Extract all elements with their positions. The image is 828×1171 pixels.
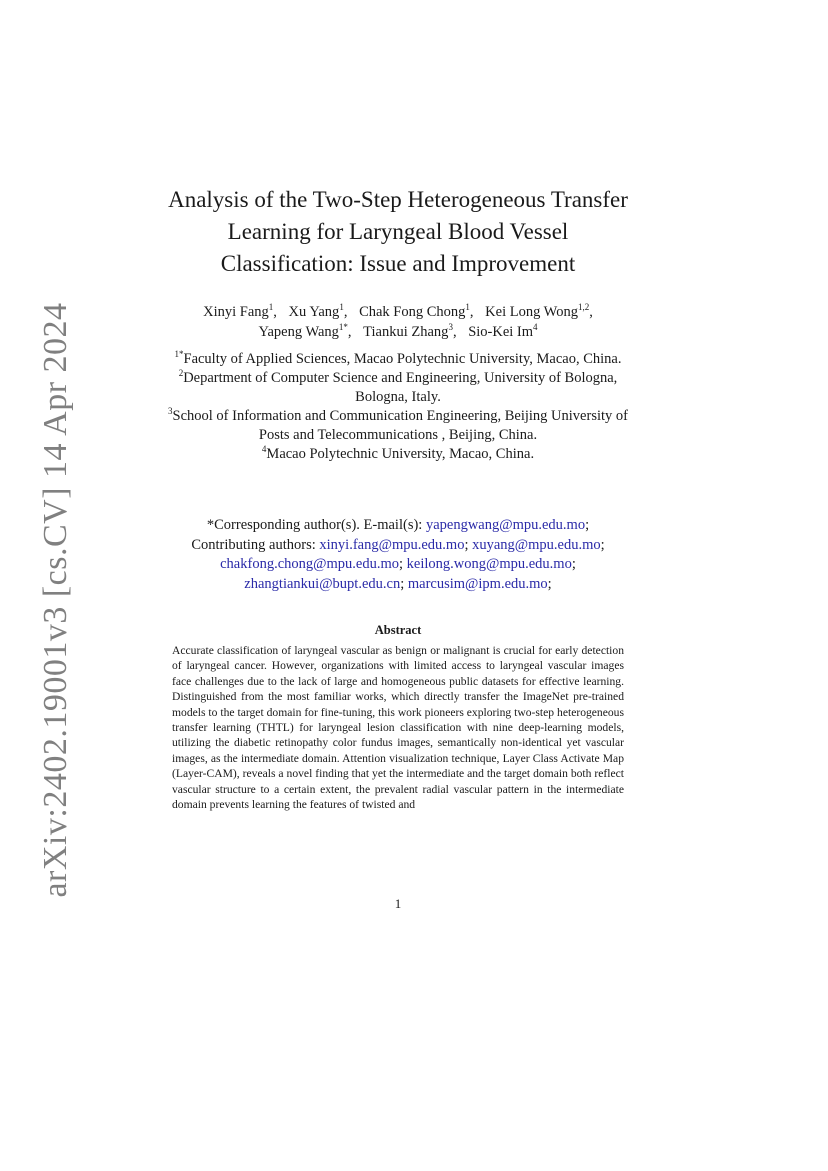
corresponding-label: *Corresponding author(s). E-mail(s): — [206, 517, 423, 533]
affiliation: $^2$Department of Computer Science and Engineering, University of Bologna, Bologna, Italy. — [178, 368, 618, 405]
author: Yapeng Wang$^{1*}$, — [258, 322, 352, 340]
author: Xu Yang$^1$, — [288, 302, 348, 320]
email-link-yapengwang[interactable]: yapengwang@mpu.edu.mo — [425, 517, 586, 533]
author: Chak Fong Chong$^1$, — [359, 302, 474, 320]
author: Kei Long Wong$^{1,2}$, — [485, 302, 593, 320]
email-link-zhangtiankui[interactable]: zhangtiankui@bupt.edu.cn — [244, 575, 401, 592]
author-line — [128, 302, 668, 322]
affiliation: $^{1*}$Faculty of Applied Sciences, Macao Polytechnic University, Macao, China. — [174, 349, 622, 367]
author: Sio-Kei Im$^4$ — [468, 322, 538, 340]
title-line: Classification: Issue and Improvement — [220, 251, 576, 276]
author-list — [128, 302, 668, 342]
email-link-chakfong-chong[interactable]: chakfong.chong@mpu.edu.mo — [220, 556, 399, 572]
email-link-keilong-wong[interactable]: keilong.wong@mpu.edu.mo — [406, 556, 572, 572]
correspondence-block — [148, 516, 648, 594]
affiliation: $^3$School of Information and Communication Engineering, Beijing University of Posts and Telecommunications , Beijing, China. — [168, 406, 628, 443]
email-link-xuyang[interactable]: xuyang@mpu.edu.mo — [472, 536, 601, 553]
paper-title — [128, 184, 668, 280]
arxiv-sidebar-stamp: arXiv:2402.19001v3 [cs.CV] 14 Apr 2024 — [37, 302, 74, 898]
contributing-authors-line: zhangtiankui@bupt.edu.cn; marcusim@ipm.edu.mo; — [244, 575, 552, 592]
title-line: Learning for Laryngeal Blood Vessel — [227, 219, 569, 244]
affiliations — [160, 350, 636, 464]
corresponding-author-line: *Corresponding author(s). E-mail(s): yapengwang@mpu.edu.mo; — [206, 517, 590, 533]
abstract-heading: Abstract — [374, 623, 422, 637]
email-link-marcusim[interactable]: marcusim@ipm.edu.mo — [407, 575, 548, 592]
author: Tiankui Zhang$^3$, — [363, 322, 457, 340]
contributing-authors-line: chakfong.chong@mpu.edu.mo; keilong.wong@mpu.edu.mo; — [220, 556, 576, 572]
email-link-xinyi-fang[interactable]: xinyi.fang@mpu.edu.mo — [319, 536, 465, 553]
page-number: 1 — [394, 896, 402, 911]
author: Xinyi Fang$^1$, — [203, 302, 277, 320]
author-line — [128, 322, 668, 342]
contributing-label: Contributing authors: — [191, 536, 316, 553]
contributing-authors-line: Contributing authors: xinyi.fang@mpu.edu.mo; xuyang@mpu.edu.mo; — [191, 536, 605, 553]
abstract-body: Accurate classification of laryngeal vascular as benign or malignant is crucial for early detection of laryngeal cancer. However, organizations with limited access to laryngeal vascular images face challenges due to the lack of large and homogeneous public datasets for effective learning. Distinguished from the most familiar works, which directly transfer the ImageNet pre-trained models to the target domain for fine-tuning, this work pioneers exploring two-step heterogeneous transfer learning (THTL) for laryngeal lesion classification with nine deep-learning models, utilizing the diabetic retinopathy color fundus images, semantically non-identical yet vascular images, as the intermediate domain. Attention visualization technique, Layer Class Activate Map (Layer-CAM), reveals a novel finding that yet the intermediate and the target domain both reflect vascular structure to a certain extent, the prevalent radial vascular pattern in the intermediate domain prevents learning the features of twisted and — [172, 644, 624, 812]
title-line: Analysis of the Two-Step Heterogeneous Transfer — [168, 187, 628, 212]
affiliation: $^4$Macao Polytechnic University, Macao, China. — [261, 444, 535, 462]
